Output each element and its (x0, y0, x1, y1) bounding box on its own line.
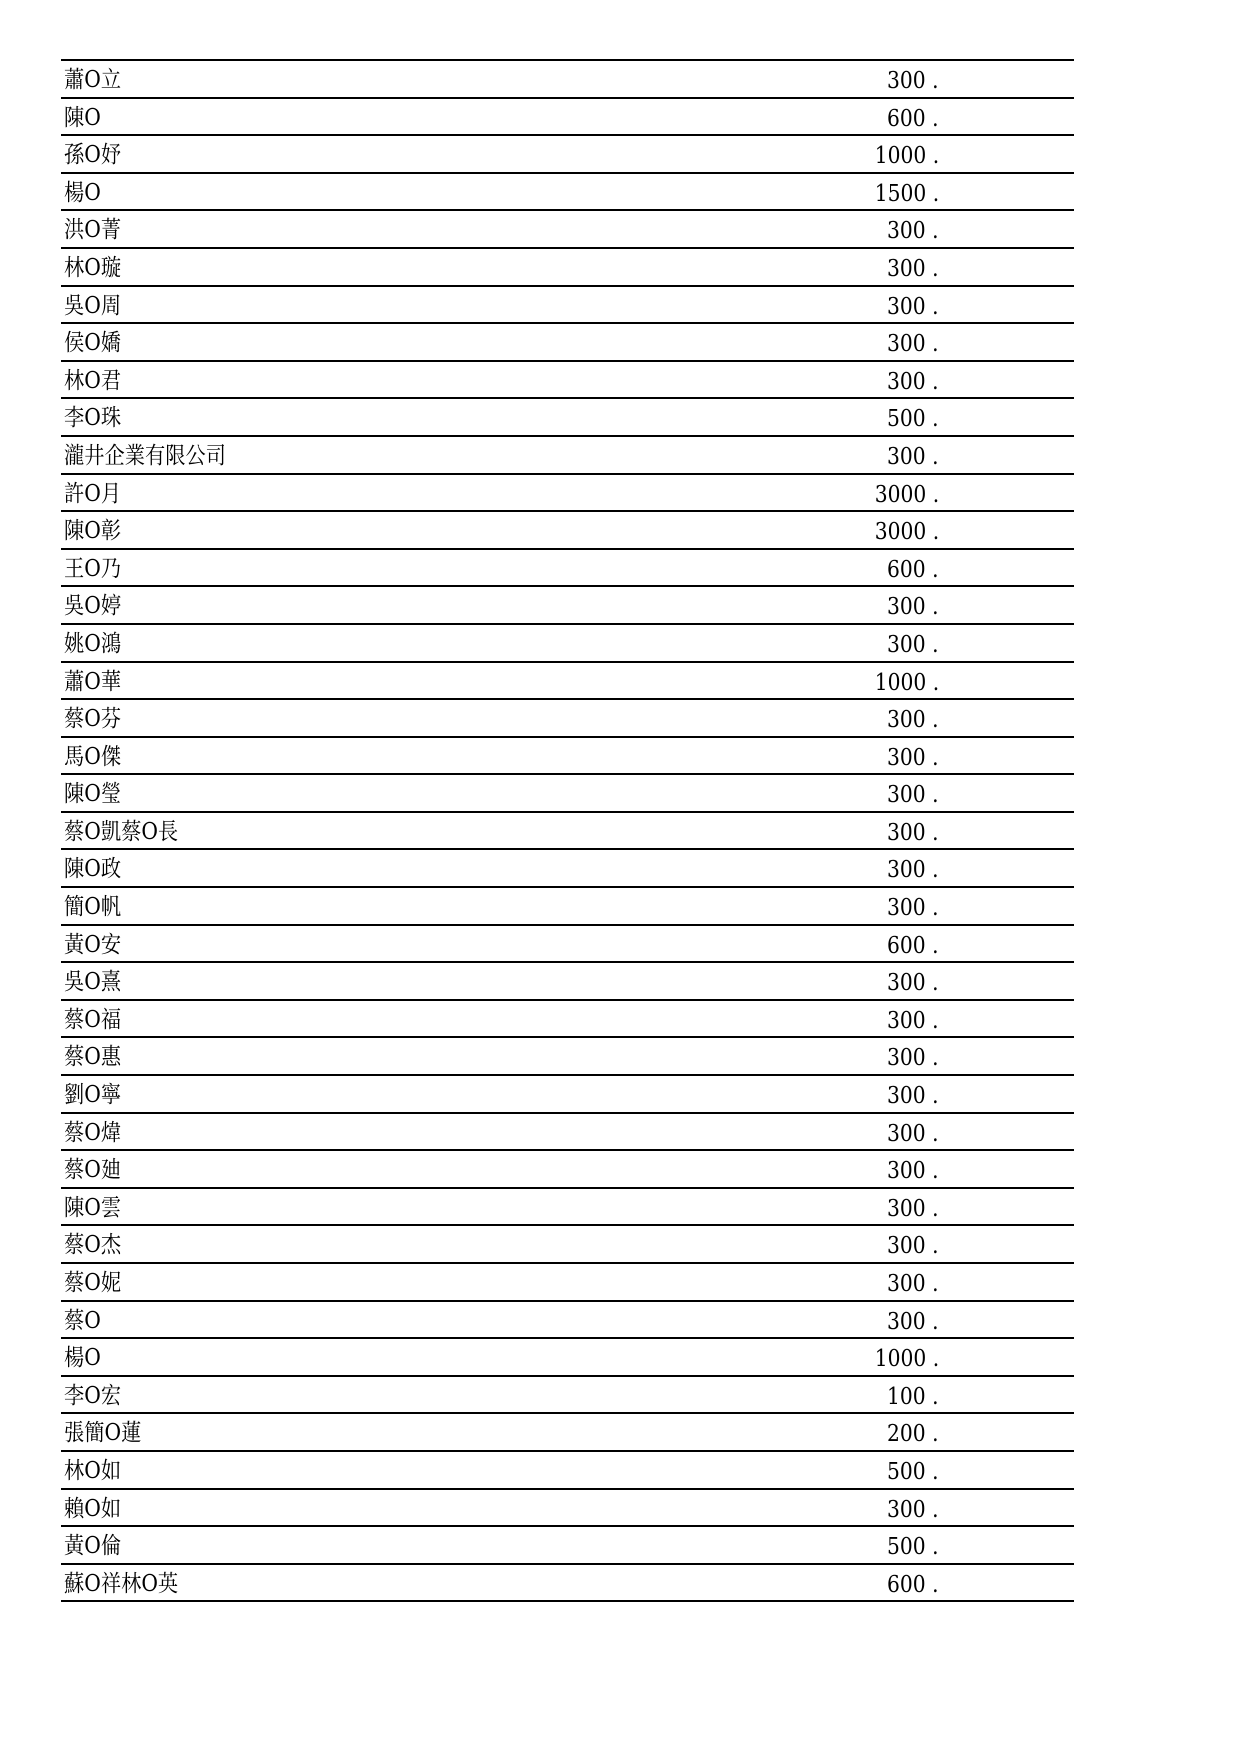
donor-name: 林O璇 (64, 254, 122, 281)
donor-name: 簡O帆 (64, 894, 122, 921)
table-row (61, 700, 1074, 738)
donor-name: 張簡O蓮 (64, 1420, 142, 1447)
donor-name: 瀧井企業有限公司 (64, 442, 226, 469)
donation-amount: 300 . (887, 857, 939, 884)
donor-name: 賴O如 (64, 1495, 122, 1522)
table-row (61, 136, 1074, 174)
donor-name: 吳O熹 (64, 969, 122, 996)
donation-amount: 500 . (887, 1458, 939, 1485)
table-row (61, 512, 1074, 550)
table-row (61, 1076, 1074, 1114)
donation-amount: 300 . (887, 1007, 939, 1034)
donor-name: 孫O妤 (64, 142, 122, 169)
donation-table (61, 59, 1074, 1602)
donation-amount: 100 . (887, 1383, 939, 1410)
table-row (61, 888, 1074, 926)
table-row (61, 926, 1074, 964)
donor-name: 楊O (64, 1345, 101, 1372)
table-row (61, 963, 1074, 1001)
donor-name: 馬O傑 (64, 743, 122, 770)
donation-amount: 300 . (887, 1308, 939, 1335)
table-row (61, 475, 1074, 513)
table-row (61, 1377, 1074, 1415)
donor-name: 吳O周 (64, 292, 122, 319)
table-row (61, 1038, 1074, 1076)
donor-name: 蔡O芬 (64, 706, 122, 733)
donor-name: 蔡O杰 (64, 1232, 122, 1259)
donation-amount: 300 . (887, 1496, 939, 1523)
table-row (61, 287, 1074, 325)
donation-amount: 300 . (887, 443, 939, 470)
donor-name: 劉O寧 (64, 1082, 122, 1109)
donor-name: 林O如 (64, 1457, 122, 1484)
donor-name: 陳O彰 (64, 518, 122, 545)
donor-name: 蔡O廸 (64, 1157, 122, 1184)
donation-amount: 600 . (887, 1571, 939, 1598)
donation-amount: 300 . (887, 594, 939, 621)
donation-amount: 1000 . (874, 143, 939, 170)
donation-amount: 300 . (887, 1120, 939, 1147)
donor-name: 李O宏 (64, 1382, 122, 1409)
donor-name: 林O君 (64, 367, 122, 394)
donation-amount: 300 . (887, 819, 939, 846)
donor-name: 蕭O華 (64, 668, 122, 695)
donation-amount: 300 . (887, 1045, 939, 1072)
table-row (61, 738, 1074, 776)
table-row (61, 587, 1074, 625)
table-row (61, 249, 1074, 287)
table-row (61, 1452, 1074, 1490)
donor-name: 楊O (64, 179, 101, 206)
donation-amount: 600 . (887, 932, 939, 959)
table-row (61, 1339, 1074, 1377)
table-row (61, 362, 1074, 400)
donor-name: 黃O倫 (64, 1533, 122, 1560)
donation-amount: 300 . (887, 1233, 939, 1260)
table-row (61, 813, 1074, 851)
donation-amount: 300 . (887, 707, 939, 734)
table-row (61, 99, 1074, 137)
donation-amount: 300 . (887, 68, 939, 94)
table-row (61, 1151, 1074, 1189)
donation-amount: 1000 . (874, 1346, 939, 1373)
table-row (61, 1114, 1074, 1152)
donation-amount: 200 . (887, 1421, 939, 1448)
table-row (61, 1264, 1074, 1302)
donor-name: 王O乃 (64, 555, 122, 582)
table-row (61, 550, 1074, 588)
table-row (61, 1490, 1074, 1528)
donation-amount: 300 . (887, 331, 939, 358)
table-row (61, 775, 1074, 813)
donor-name: 蔡O凱蔡O長 (64, 818, 179, 845)
donor-name: 陳O (64, 104, 101, 131)
donation-amount: 300 . (887, 218, 939, 245)
donor-name: 蘇O祥林O英 (64, 1570, 179, 1597)
table-row (61, 1302, 1074, 1340)
donor-name: 侯O嬌 (64, 330, 122, 357)
donation-amount: 300 . (887, 1271, 939, 1297)
donation-amount: 1500 . (874, 180, 939, 207)
donation-amount: 300 . (887, 970, 939, 997)
donor-name: 蔡O妮 (64, 1270, 122, 1296)
table-row (61, 625, 1074, 663)
table-row (61, 1001, 1074, 1039)
donor-name: 吳O婷 (64, 593, 122, 620)
donation-amount: 300 . (887, 895, 939, 922)
donor-name: 蔡O福 (64, 1006, 122, 1033)
donor-name: 陳O雲 (64, 1194, 122, 1221)
donation-amount: 1000 . (874, 669, 939, 696)
donor-name: 蕭O立 (64, 67, 122, 93)
donation-amount: 300 . (887, 1083, 939, 1110)
donation-amount: 500 . (887, 1534, 939, 1561)
donor-name: 陳O瑩 (64, 781, 122, 808)
table-row (61, 437, 1074, 475)
donation-amount: 300 . (887, 293, 939, 320)
donation-amount: 600 . (887, 556, 939, 583)
table-row (61, 1226, 1074, 1264)
table-row (61, 1527, 1074, 1565)
table-row (61, 1565, 1074, 1603)
table-row (61, 399, 1074, 437)
donor-name: 姚O鴻 (64, 630, 122, 657)
table-row (61, 663, 1074, 701)
table-row (61, 211, 1074, 249)
donation-amount: 300 . (887, 631, 939, 658)
donation-amount: 3000 . (874, 481, 939, 508)
donor-name: 黃O安 (64, 931, 122, 958)
donation-amount: 300 . (887, 368, 939, 395)
donation-amount: 300 . (887, 255, 939, 282)
donation-amount: 600 . (887, 105, 939, 132)
table-row (61, 324, 1074, 362)
table-row (61, 174, 1074, 212)
donation-amount: 300 . (887, 744, 939, 771)
table-row (61, 1189, 1074, 1227)
donation-amount: 300 . (887, 1195, 939, 1222)
table-row (61, 1414, 1074, 1452)
donor-name: 陳O政 (64, 856, 122, 883)
donation-amount: 300 . (887, 782, 939, 809)
donor-name: 蔡O惠 (64, 1044, 122, 1071)
donor-name: 蔡O煒 (64, 1119, 122, 1146)
donor-name: 李O珠 (64, 405, 122, 432)
table-row (61, 850, 1074, 888)
table-row (61, 61, 1074, 99)
donor-name: 洪O菁 (64, 217, 122, 244)
donor-name: 蔡O (64, 1307, 101, 1334)
donation-amount: 300 . (887, 1158, 939, 1185)
donor-name: 許O月 (64, 480, 122, 507)
donation-amount: 3000 . (874, 519, 939, 546)
donation-amount: 500 . (887, 406, 939, 433)
